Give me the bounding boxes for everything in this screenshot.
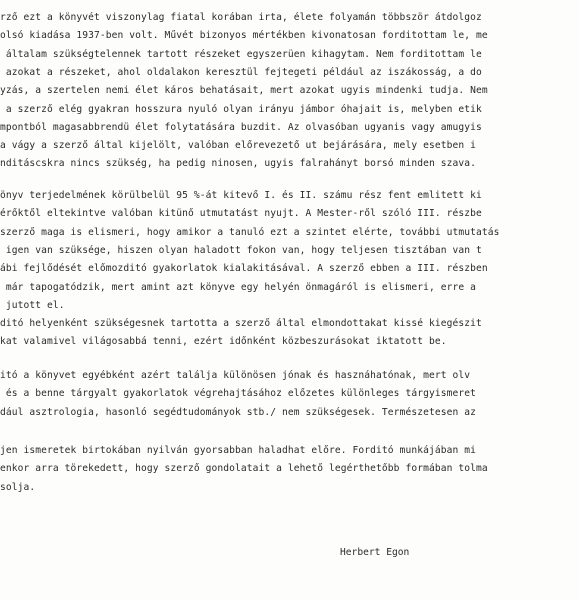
text-line: általam szükségtelennek tartott részeket egyszerüen kihagytam. Nem forditottam le (0, 48, 482, 60)
text-line: olsó kiadása 1937-ben volt. Művét bizonyos mértékben kivonatosan forditottam le, me (0, 30, 488, 42)
text-line: dául asztrologia, hasonló segédtudományok stb./ nem szükségesek. Természetesen az (0, 406, 476, 418)
text-line: és a benne tárgyalt gyakorlatok végrehajtásához előzetes különleges tárgyismeret (0, 388, 476, 400)
text-line: a vágy a szerző által kijelölt, valóban előrevezető ut bejárására, mely esetben i (0, 140, 476, 152)
text-line: rző ezt a könyvét viszonylag fiatal korában irta, élete folyamán többször átdolgoz (0, 12, 482, 23)
text-line: azokat a részeket, ahol oldalakon keresztül fejtegeti például az iszákosság, a do (0, 66, 482, 78)
text-line: jen ismeretek birtokában nyilván gyorsabban haladhat előre. Forditó munkájában mi (0, 445, 476, 456)
text-line: jutott el. (0, 299, 65, 311)
text-line: ábi fejlődését előmozditó gyakorlatok kialakitásával. A szerző ebben a III. részben (0, 263, 488, 275)
text-line: igen van szüksége, hiszen olyan haladott fokon van, hogy teljesen tisztában van t (0, 244, 482, 256)
text-line: solja. (0, 481, 36, 493)
text-line: önyv terjedelmének körülbelül 95 %-át kitevő I. és II. számu rész fent emlitett ki (0, 190, 482, 201)
text-line: a szerző elég gyakran hosszura nyuló olyan irányu jámbor óhajait is, melyben etik (0, 103, 482, 115)
text-line: itó a könyvet egyébként azért találja különösen jónak és hasznáhatónak, mert olv (0, 370, 471, 381)
text-line: kat valamivel világosabbá tenni, ezért időnként közbeszurásokat iktatott be. (0, 336, 447, 348)
text-line: yzás, a szertelen nemi élet káros behatásait, mert azokat ugyis mindenki tudja. Nem (0, 85, 488, 97)
signature: Herbert Egon (340, 547, 410, 558)
text-line: érőktől eltekintve valóban kitünő utmutatást nyujt. A Mester-ről szóló III. részbe (0, 208, 482, 220)
text-line: ditó helyenként szükségesnek tartotta a szerző által elmondottakat kissé kiegészit (0, 318, 482, 329)
text-line: enkor arra törekedett, hogy szerző gondolatait a lehető legérthetőbb formában tolma (0, 463, 488, 475)
text-line: mpontból magasabbrendü élet folytatására buzdit. Az olvasóban ugyanis vagy amugyis (0, 121, 482, 133)
text-line: nditáscskra nincs szükség, ha pedig ninosen, ugyis falrahányt borsó minden szava. (0, 158, 476, 170)
text-line: szerző maga is elismeri, hogy amikor a tanuló ezt a szintet elérte, további utmutatás (0, 226, 500, 238)
text-line: már tapogatódzik, mert amint azt könyve egy helyén önmagáról is elismeri, erre a (0, 281, 476, 293)
